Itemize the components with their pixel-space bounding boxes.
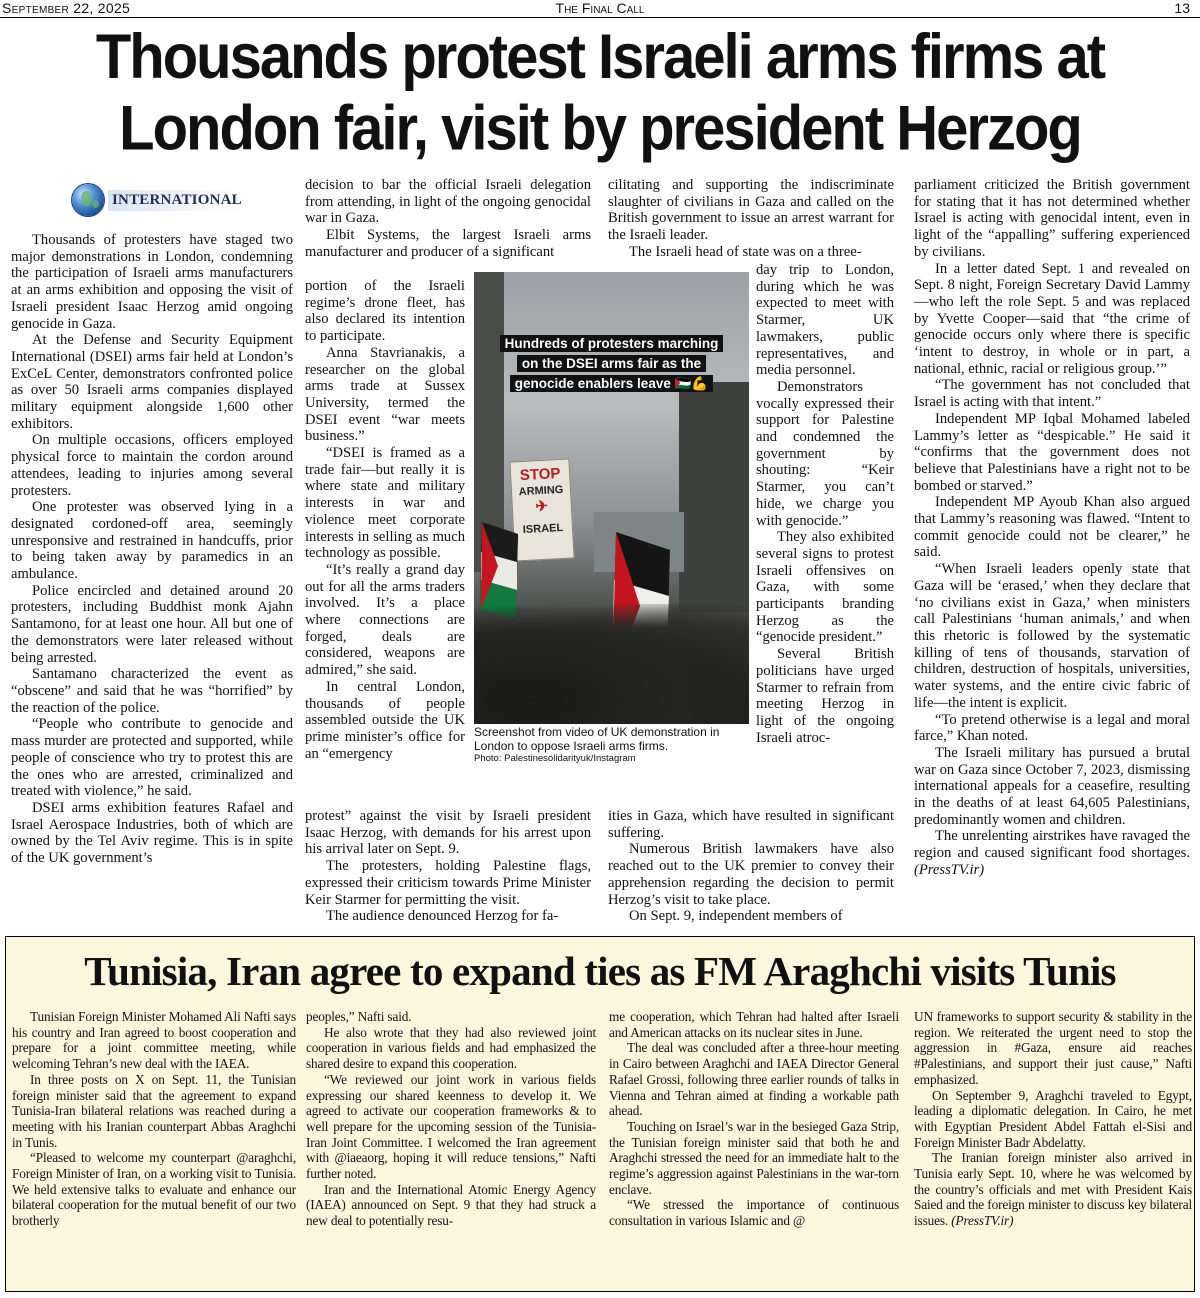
section-badge — [72, 183, 250, 217]
photo-overlay-text — [494, 334, 729, 394]
main-story-column-2-bottom — [305, 808, 591, 925]
overlay-line: genocide enablers leave 🇵🇸💪 — [510, 375, 713, 392]
paragraph: “It’s really a grand day out for all the arms traders involved. It’s a place where connections are forged, deals are considered, weapons are admired,” she said. — [305, 561, 465, 679]
main-story-column-2-wrap — [305, 278, 465, 762]
tunisia-column-3 — [609, 1009, 899, 1229]
paragraph: He also wrote that they had also reviewed joint cooperation in various fields and had emphasized the shared desire to expand this cooperation. — [306, 1024, 596, 1072]
main-story-column-3-top — [608, 177, 894, 261]
main-headline-line-1: Thousands protest Israeli arms firms at — [95, 22, 1105, 93]
paragraph: ities in Gaza, which have resulted in significant suffering. — [608, 808, 894, 841]
paragraph: decision to bar the official Israeli delegation from attending, in light of the ongoing genocidal war in Gaza. — [305, 177, 591, 227]
paragraph: peoples,” Nafti said. — [306, 1009, 412, 1024]
page-header — [0, 0, 1200, 18]
main-story-column-1 — [11, 232, 293, 867]
section-label: INTERNATIONAL — [108, 190, 250, 211]
paragraph: Several British politicians have urged Starmer to refrain from meeting Herzog in light of the ongoing Israeli atroc- — [756, 646, 894, 746]
tunisia-column-1 — [12, 1009, 296, 1229]
paragraph: “DSEI is framed as a trade fair—but really it is where state and military interests in war and violence meet corporate interests in selling as much technology as possible. — [305, 445, 465, 562]
paragraph: “We stressed the importance of continuous consultation in various Islamic and @ — [609, 1197, 899, 1229]
paragraph: DSEI arms exhibition features Rafael and Israel Aerospace Industries, both of which are owned by the Tel Aviv regime. This is in spite of the UK government’s — [11, 799, 293, 867]
paragraph: “People who contribute to genocide and mass murder are protected and supported, while people of conscience who try to protest this are the ones who are arrested, criminalized and treated with violence,” he said. — [11, 716, 293, 800]
paragraph: Santamano characterized the event as “obscene” and said that he was “horrified” by the reaction of the police. — [11, 666, 293, 716]
paragraph: Thousands of protesters have staged two major demonstrations in London, condemning the participation of Israeli arms manufacturers at an arms exhibition and opposing the visit of Israeli president Isaac Herzog amid ongoing genocide in Gaza. — [11, 232, 293, 332]
tunisia-column-4 — [914, 1009, 1192, 1229]
paragraph: portion of the Israeli regime’s drone fleet, has also declared its intention to participate. — [305, 278, 465, 345]
page-number: 13 — [1174, 0, 1190, 16]
main-story-column-2-top — [305, 177, 591, 261]
main-headline-line-2: London fair, visit by president Herzog — [119, 93, 1081, 164]
paragraph: Iran and the International Atomic Energy Agency (IAEA) announced on Sept. 9 that they had struck a new deal to potentially resu- — [306, 1181, 596, 1229]
photo-crowd — [474, 604, 749, 724]
paragraph: “When Israeli leaders openly state that Gaza will be ‘erased,’ when they declare that ‘no civilians exist in Gaza,’ when ministers call Palestinians ‘human animals,’ and when this rhetoric is followed by the systematic killing of tens of thousands, starvation of children, destruction of hospitals, universities, water systems, and the entire civic fabric of life—the intent is explicit. — [914, 561, 1190, 711]
paragraph — [914, 1150, 1192, 1229]
overlay-line: Hundreds of protesters marching — [500, 335, 724, 352]
globe-icon — [72, 184, 104, 216]
issue-date: September 22, 2025 — [2, 0, 131, 16]
protest-photo — [474, 272, 749, 724]
tunisia-story-box — [5, 936, 1195, 1292]
main-story-column-3-wrap — [756, 262, 894, 746]
paragraph: “To pretend otherwise is a legal and moral farce,” Khan noted. — [914, 711, 1190, 745]
paragraph: parliament criticized the British government for stating that it has not determined whether Israel is acting with genocidal intent, even in light of the “appalling” suffering experienced by civilians. — [914, 177, 1190, 260]
overlay-line: on the DSEI arms fair as the — [517, 355, 706, 372]
photo-building-right — [679, 382, 749, 612]
paragraph: “The government has not concluded that Israel is acting with that intent.” — [914, 377, 1190, 411]
paragraph: cilitating and supporting the indiscriminate slaughter of civilians in Gaza and called on the British government to issue an arrest warrant for the Israeli leader. — [608, 177, 894, 244]
paragraph: Demonstrators vocally expressed their support for Palestine and condemned the government by shouting: “Keir Starmer, you can’t hide, we charge you with genocide.” — [756, 378, 894, 529]
paragraph: The audience denounced Herzog for fa- — [326, 908, 559, 925]
paragraph: The Israeli military has pursued a brutal war on Gaza since October 7, 2023, dismissing international appeals for a ceasefire, resulting in the deaths of at least 64,605 Palestinians, predominantly women and children. — [914, 744, 1190, 828]
main-headline — [10, 22, 1190, 175]
photo-credit: Photo: Palestinesolidarityuk/Instagram — [474, 753, 636, 764]
paragraph: Elbit Systems, the largest Israeli arms manufacturer and producer of a significant — [305, 227, 591, 260]
paragraph-text: The unrelenting airstrikes have ravaged the region and caused significant food shortages. — [914, 828, 1190, 862]
paragraph: Independent MP Ayoub Khan also argued that Lammy’s reasoning was flawed. “Intent to commit genocide could not be clearer,” he said. — [914, 494, 1190, 561]
paragraph: UN frameworks to support security & stability in the region. We reiterated the urgent need to stop the aggression in #Gaza, ensure aid reaches #Palestinians, and support their just cause,” Nafti emphasized. — [914, 1009, 1192, 1087]
paragraph: Police encircled and detained around 20 protesters, including Buddhist monk Ajahn Santamono, for at least one hour. All but one of the demonstrators were later released without being arrested. — [11, 582, 293, 666]
paragraph: One protester was observed lying in a designated cordoned-off area, seemingly unresponsive and restrained in handcuffs, prior to being taken away by paramedics in an ambulance. — [11, 499, 293, 583]
paragraph: Numerous British lawmakers have also reached out to the UK premier to convey their apprehension regarding the decision to permit Herzog’s visit to take place. — [608, 841, 894, 908]
paragraph: “We reviewed our joint work in various fields expressing our shared keenness to develop it. We agreed to activate our cooperation frameworks & to well prepare for the upcoming session of the Tunisia-Iran Joint Committee. I welcomed the Iran agreement with @iaeaorg, hoping it will reduce tensions,” Nafti further noted. — [306, 1071, 596, 1182]
sign-jet-graphic: ✈ — [535, 497, 549, 516]
publication-name: The Final Call — [555, 0, 645, 16]
paragraph: Anna Stavrianakis, a researcher on the global arms trade at Sussex University, termed the DSEI event “war meets business.” — [305, 344, 465, 445]
paragraph: Independent MP Iqbal Mohamed labeled Lammy’s letter as “despicable.” He said it “confirms that the government does not believe that Palestinians have a right not to be bombed or starved.” — [914, 410, 1190, 494]
paragraph: At the Defense and Security Equipment International (DSEI) arms fair held at London’s ExCeL Center, demonstrators confronted police as over 50 Israeli arms companies displayed military equipment alongside 1,600 other exhibitors. — [11, 332, 293, 432]
main-story-column-3-bottom — [608, 808, 894, 925]
paragraph: Touching on Israel’s war in the besieged Gaza Strip, the Tunisian foreign minister said that both he and Araghchi stressed the need for an immediate halt to the regime’s aggression against Palestinians in the war-torn enclave. — [609, 1118, 899, 1197]
paragraph: The protesters, holding Palestine flags, expressed their criticism towards Prime Minister Keir Starmer for permitting the visit. — [305, 858, 591, 908]
sign-text-arming: ARMING — [518, 483, 564, 499]
paragraph-text: The Iranian foreign minister also arrived in Tunisia early Sept. 10, where he was welcomed by the country’s officials and met with President Kais Saied and the foreign minister to discuss key bilateral issues. — [914, 1150, 1192, 1229]
main-story-column-4 — [914, 177, 1190, 879]
paragraph: The deal was concluded after a three-hour meeting in Cairo between Araghchi and IAEA Director General Rafael Grossi, following three earlier rounds of talks in Vienna and Tehran aimed at finding a workable path ahead. — [609, 1040, 899, 1119]
paragraph: In three posts on X on Sept. 11, the Tunisian foreign minister said that the agreement to expand Tunisia-Iran bilateral relations was reached during a meeting with his Iranian counterpart Abbas Araghchi in Tunis. — [12, 1071, 296, 1150]
paragraph: me cooperation, which Tehran had halted after Israeli and American attacks on its nuclear sites in June. — [609, 1009, 899, 1040]
article-signature: (PressTV.ir) — [951, 1213, 1014, 1229]
sign-text-israel: ISRAEL — [522, 521, 564, 537]
article-signature: (PressTV.ir) — [914, 861, 985, 878]
paragraph: They also exhibited several signs to protest Israeli offensives on Gaza, with some participants branding Herzog as the “genocide president.” — [756, 529, 894, 646]
tunisia-headline: Tunisia, Iran agree to expand ties as FM Araghchi visits Tunis — [84, 948, 1116, 994]
paragraph: The Israeli head of state was on a three- — [629, 243, 862, 260]
caption-text: Screenshot from video of UK demonstration in London to oppose Israeli arms firms. — [474, 725, 720, 753]
paragraph: On multiple occasions, officers employed physical force to maintain the cordon around attendees, leading to injuries among several protesters. — [11, 432, 293, 499]
photo-caption — [474, 726, 754, 765]
paragraph: Tunisian Foreign Minister Mohamed Ali Nafti says his country and Iran agreed to boost cooperation and prepare for a joint committee meeting, while welcoming Tehran’s new deal with the IAEA. — [12, 1009, 296, 1072]
paragraph: “Pleased to welcome my counterpart @araghchi, Foreign Minister of Iran, on a working visit to Tunisia. We held extensive talks to evaluate and enhance our bilateral cooperation for the mutual benefit of our two brotherly — [12, 1150, 296, 1229]
paragraph: On September 9, Araghchi traveled to Egypt, leading a diplomatic delegation. In Cairo, he met with Egyptian President Abdel Fattah el-Sisi and Foreign Minister Badr Abdelatty. — [914, 1087, 1192, 1150]
paragraph: In central London, thousands of people assembled outside the UK prime minister’s office for an “emergency — [305, 678, 465, 762]
sign-text-stop: STOP — [519, 464, 561, 485]
paragraph: protest” against the visit by Israeli president Isaac Herzog, with demands for his arrest upon his arrival later on Sept. 9. — [305, 808, 591, 858]
paragraph — [914, 828, 1190, 878]
paragraph: day trip to London, during which he was expected to meet with Starmer, UK lawmakers, public representatives, and media personnel. — [756, 262, 894, 379]
tunisia-column-2 — [306, 1009, 596, 1229]
paragraph: In a letter dated Sept. 1 and revealed on Sept. 8 night, Foreign Secretary David Lammy—who left the role Sept. 5 and was replaced by Yvette Cooper—said that “the crime of genocide occurs only where there is specific ‘intent to destroy, in whole or in part, a national, ethnic, racial or religious group.’” — [914, 260, 1190, 377]
paragraph: On Sept. 9, independent members of — [629, 908, 843, 925]
